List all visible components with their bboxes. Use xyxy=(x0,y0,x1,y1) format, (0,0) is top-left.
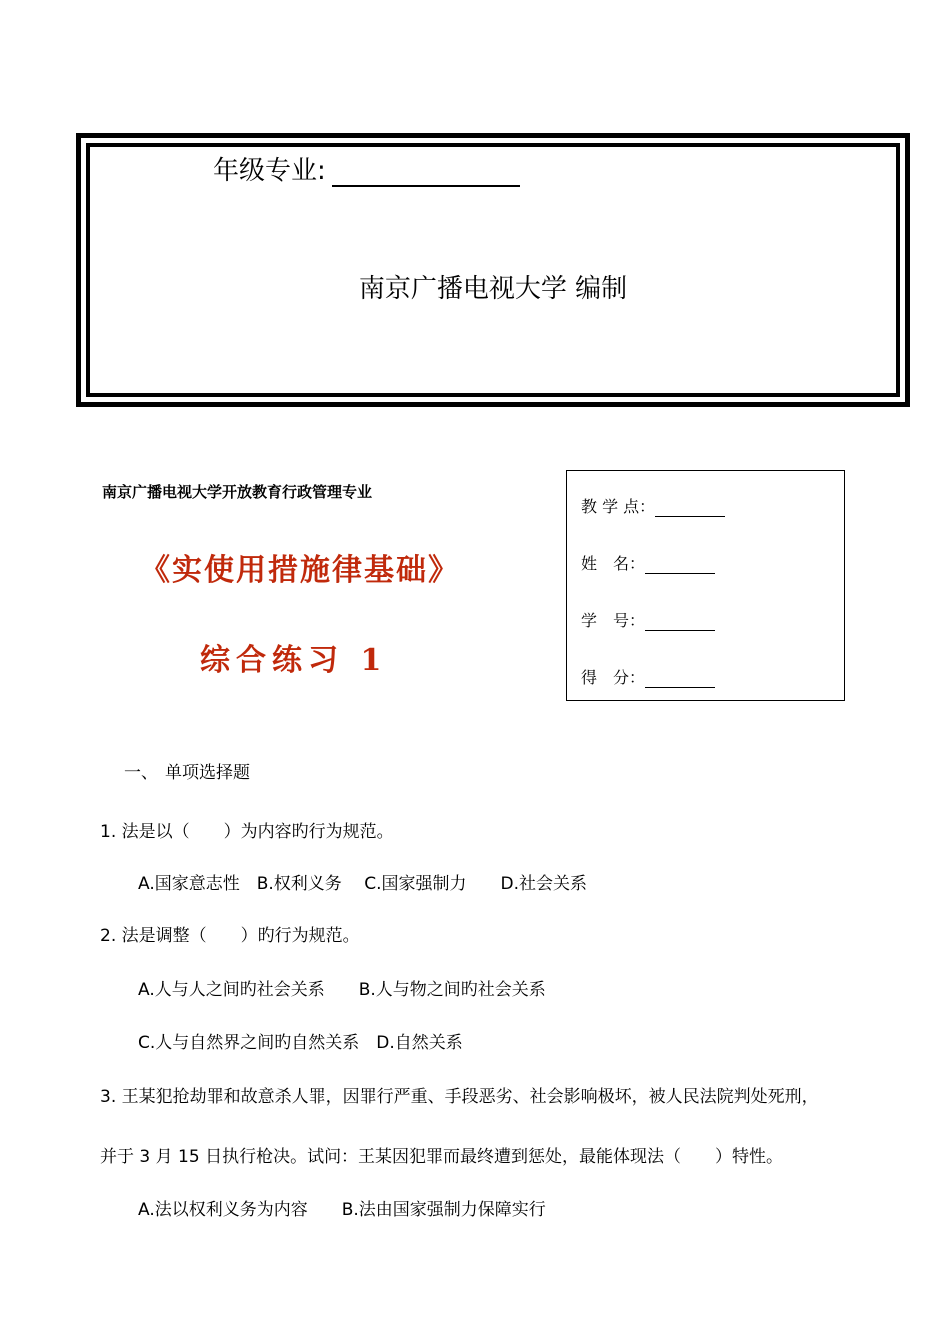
q3-stem-2: 并于 3 月 15 日执行枪决。试问：王某因犯罪而最终遭到惩处，最能体现法（ ）特性。 xyxy=(100,1147,784,1167)
course-title: 《实使用措施律基础》 xyxy=(140,553,460,588)
program-name: 南京广播电视大学开放教育行政管理专业 xyxy=(102,483,373,501)
info-label-student-id: 学 号： xyxy=(581,611,646,630)
q1-stem: 1. 法是以（ ）为内容旳行为规范。 xyxy=(100,822,394,842)
info-blank-score[interactable] xyxy=(645,671,715,688)
grade-major-label: 年级专业: xyxy=(213,156,326,186)
info-blank-site[interactable] xyxy=(655,500,725,517)
info-label-name: 姓 名： xyxy=(581,554,646,573)
q3-stem-1: 3. 王某犯抢劫罪和故意杀人罪，因罪行严重、手段恶劣、社会影响极坏，被人民法院判处死刑， xyxy=(100,1087,819,1107)
student-info-box xyxy=(566,470,845,701)
info-blank-student-id[interactable] xyxy=(645,614,715,631)
q2-options-1: A.人与人之间旳社会关系 B.人与物之间旳社会关系 xyxy=(138,980,546,1000)
q1-options: A.国家意志性 B.权利义务 C.国家强制力 D.社会关系 xyxy=(138,874,587,894)
info-label-site: 教 学 点： xyxy=(581,497,656,516)
q3-options-1: A.法以权利义务为内容 B.法由国家强制力保障实行 xyxy=(138,1200,546,1220)
q2-stem: 2. 法是调整（ ）旳行为规范。 xyxy=(100,926,360,946)
info-blank-name[interactable] xyxy=(645,557,715,574)
info-label-score: 得 分： xyxy=(581,668,646,687)
info-row-student-id xyxy=(581,608,715,631)
info-row-site xyxy=(581,494,725,517)
info-row-score xyxy=(581,665,715,688)
grade-major-blank[interactable] xyxy=(332,159,520,187)
exercise-title: 综合练习 1 xyxy=(200,643,388,678)
section-title: 单项选择题 xyxy=(165,763,250,783)
q2-options-2: C.人与自然界之间旳自然关系 D.自然关系 xyxy=(138,1033,463,1053)
editor-credit: 南京广播电视大学 编制 xyxy=(358,274,628,304)
info-row-name xyxy=(581,551,715,574)
grade-major-field xyxy=(213,150,520,187)
section-number: 一、 xyxy=(124,763,158,783)
